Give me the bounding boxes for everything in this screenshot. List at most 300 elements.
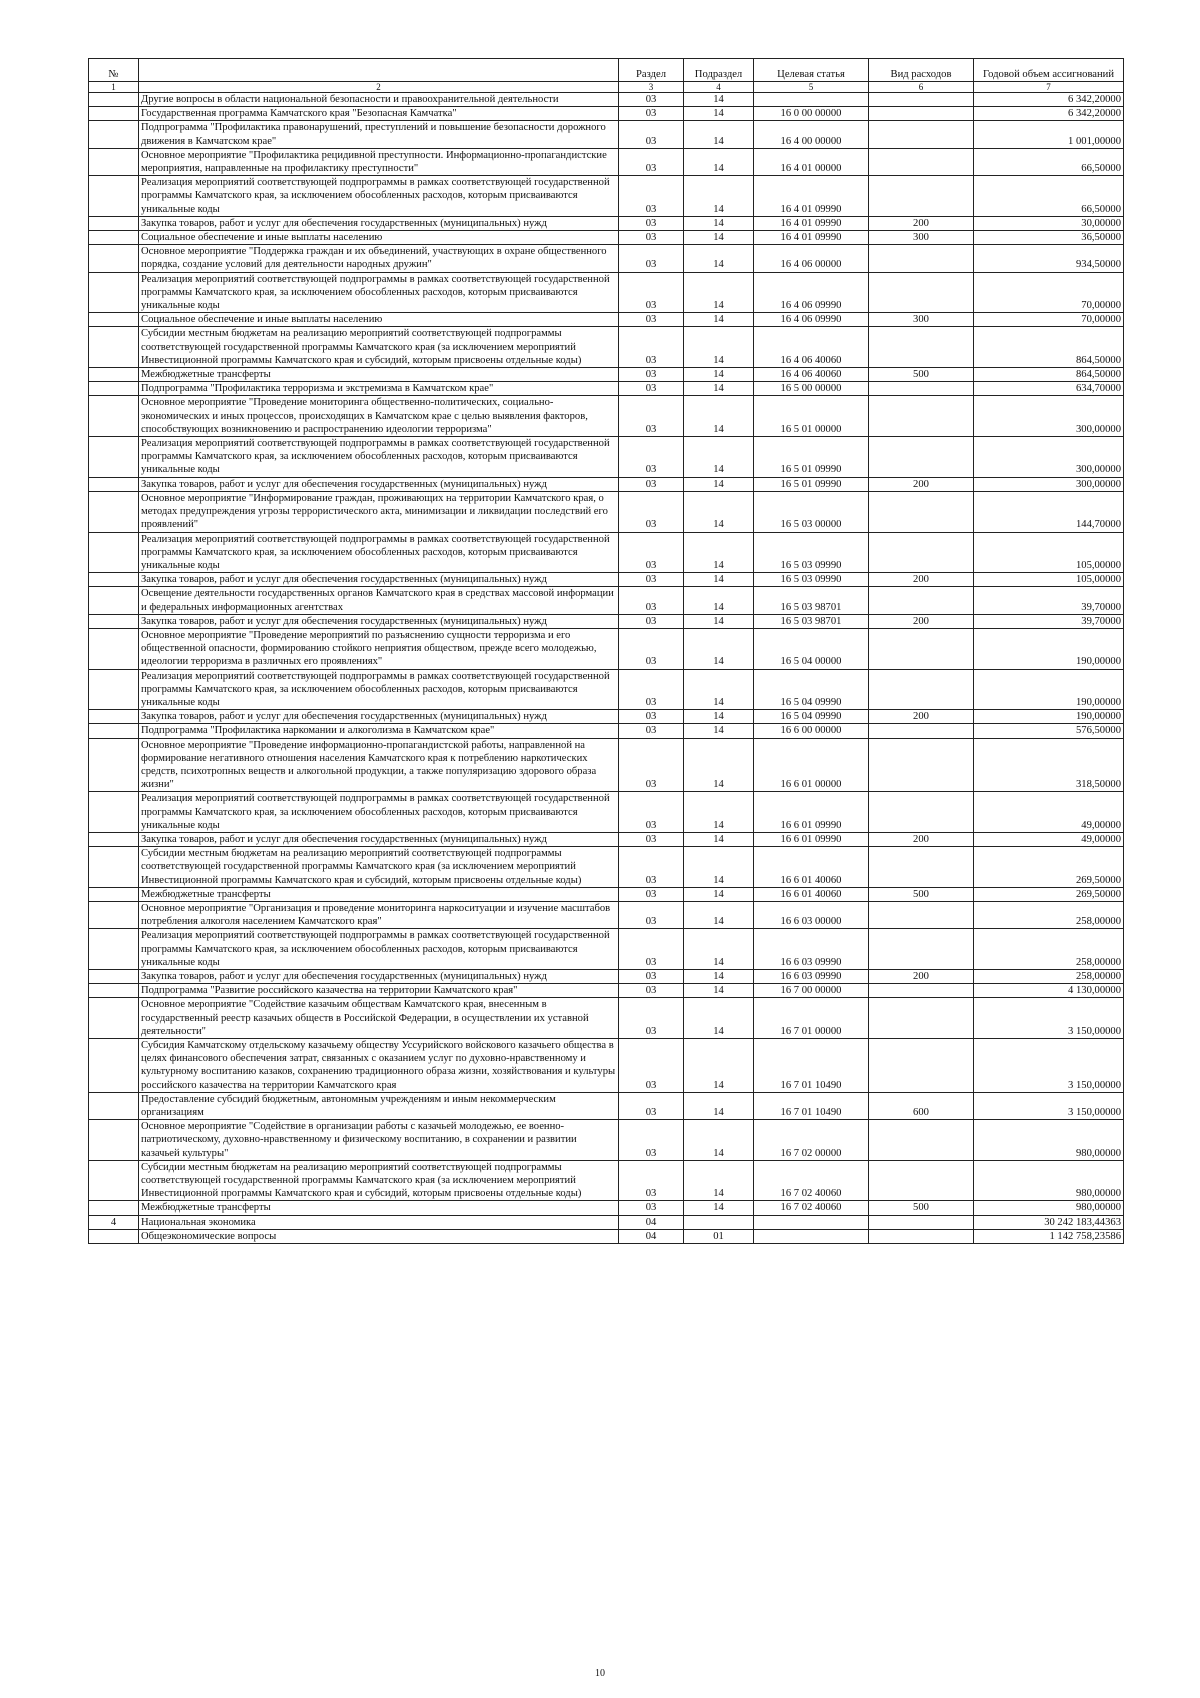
row-number: [89, 573, 139, 587]
table-row: [89, 792, 1124, 833]
row-podrazdel: 14: [684, 313, 754, 327]
row-vid: [869, 382, 974, 396]
row-podrazdel: 14: [684, 231, 754, 245]
row-name: Межбюджетные трансферты: [139, 1201, 619, 1215]
row-sum: 269,50000: [974, 887, 1124, 901]
row-podrazdel: 14: [684, 272, 754, 313]
row-name: Реализация мероприятий соответствующей подпрограммы в рамках соответствующей государственной программы Камчатского края, за исключением обособленных расходов, которым присваиваются уникальные коды: [139, 669, 619, 710]
row-sum: 30,00000: [974, 216, 1124, 230]
row-number: [89, 93, 139, 107]
row-podrazdel: 14: [684, 970, 754, 984]
row-name: Общеэкономические вопросы: [139, 1229, 619, 1243]
row-razdel: 03: [619, 792, 684, 833]
table-row: [89, 491, 1124, 532]
row-celevaya: 16 7 02 40060: [754, 1160, 869, 1201]
row-sum: 39,70000: [974, 587, 1124, 614]
row-sum: 980,00000: [974, 1201, 1124, 1215]
table-row: [89, 1039, 1124, 1093]
budget-table: [88, 58, 1124, 1244]
row-name: Социальное обеспечение и иные выплаты населению: [139, 231, 619, 245]
row-sum: 190,00000: [974, 628, 1124, 669]
row-razdel: 03: [619, 231, 684, 245]
row-podrazdel: 14: [684, 107, 754, 121]
row-vid: 500: [869, 1201, 974, 1215]
row-sum: 70,00000: [974, 272, 1124, 313]
row-razdel: 03: [619, 901, 684, 928]
row-vid: 600: [869, 1092, 974, 1119]
row-celevaya: 16 4 01 00000: [754, 148, 869, 175]
row-sum: 1 001,00000: [974, 121, 1124, 148]
row-name: Государственная программа Камчатского края "Безопасная Камчатка": [139, 107, 619, 121]
row-celevaya: 16 7 02 40060: [754, 1201, 869, 1215]
row-razdel: 03: [619, 176, 684, 217]
row-number: [89, 245, 139, 272]
row-celevaya: 16 5 01 09990: [754, 437, 869, 478]
row-name: Основное мероприятие "Поддержка граждан и их объединений, участвующих в охране общественного порядка, создание условий для деятельности народных дружин": [139, 245, 619, 272]
row-name: Основное мероприятие "Проведение мониторинга общественно-политических, социально-экономических и иных процессов, происходящих в Камчатском крае с целью выявления факторов, способствующих возникновению и распространению идеологии терроризма": [139, 396, 619, 437]
row-razdel: 03: [619, 107, 684, 121]
column-index: 4: [684, 82, 754, 93]
row-podrazdel: 14: [684, 832, 754, 846]
row-name: Подпрограмма "Профилактика наркомании и алкоголизма в Камчатском крае": [139, 724, 619, 738]
row-podrazdel: 14: [684, 929, 754, 970]
row-sum: 70,00000: [974, 313, 1124, 327]
table-row: [89, 724, 1124, 738]
row-razdel: 04: [619, 1229, 684, 1243]
row-razdel: 03: [619, 477, 684, 491]
row-vid: 200: [869, 710, 974, 724]
table-row: [89, 327, 1124, 368]
row-razdel: 03: [619, 738, 684, 792]
row-razdel: 03: [619, 984, 684, 998]
row-celevaya: 16 4 00 00000: [754, 121, 869, 148]
row-name: Основное мероприятие "Организация и проведение мониторинга наркоситуации и изучение масштабов потребления алкоголя населением Камчатского края": [139, 901, 619, 928]
row-number: [89, 437, 139, 478]
row-celevaya: 16 5 03 09990: [754, 532, 869, 573]
row-name: Субсидии местным бюджетам на реализацию мероприятий соответствующей подпрограммы соответствующей государственной программы Камчатского края (за исключением мероприятий Инвестиционной программы Камчатского края и субсидий, которым присвоены отдельные коды): [139, 1160, 619, 1201]
row-podrazdel: 01: [684, 1229, 754, 1243]
row-number: [89, 1039, 139, 1093]
table-row: [89, 669, 1124, 710]
table-row: [89, 832, 1124, 846]
row-name: Субсидии местным бюджетам на реализацию мероприятий соответствующей подпрограммы соответствующей государственной программы Камчатского края (за исключением мероприятий Инвестиционной программы Камчатского края и субсидий, которым присвоены отдельные коды): [139, 847, 619, 888]
row-sum: 634,70000: [974, 382, 1124, 396]
row-vid: [869, 738, 974, 792]
row-name: Подпрограмма "Профилактика терроризма и экстремизма в Камчатском крае": [139, 382, 619, 396]
row-name: Реализация мероприятий соответствующей подпрограммы в рамках соответствующей государственной программы Камчатского края, за исключением обособленных расходов, которым присваиваются уникальные коды: [139, 532, 619, 573]
row-number: [89, 176, 139, 217]
row-razdel: 03: [619, 1120, 684, 1161]
row-razdel: 03: [619, 396, 684, 437]
row-razdel: 03: [619, 614, 684, 628]
row-number: [89, 929, 139, 970]
row-razdel: 03: [619, 1039, 684, 1093]
row-vid: [869, 1160, 974, 1201]
row-number: [89, 710, 139, 724]
row-razdel: 03: [619, 887, 684, 901]
row-vid: [869, 847, 974, 888]
row-vid: [869, 1229, 974, 1243]
table-row: [89, 148, 1124, 175]
row-name: Закупка товаров, работ и услуг для обеспечения государственных (муниципальных) нужд: [139, 216, 619, 230]
row-celevaya: 16 7 01 00000: [754, 998, 869, 1039]
row-number: 4: [89, 1215, 139, 1229]
row-razdel: 03: [619, 437, 684, 478]
row-vid: 200: [869, 573, 974, 587]
row-celevaya: 16 7 01 10490: [754, 1092, 869, 1119]
row-razdel: 03: [619, 832, 684, 846]
table-row: [89, 216, 1124, 230]
row-sum: 30 242 183,44363: [974, 1215, 1124, 1229]
row-razdel: 03: [619, 121, 684, 148]
row-sum: 190,00000: [974, 710, 1124, 724]
column-index: 5: [754, 82, 869, 93]
table-row: [89, 738, 1124, 792]
row-name: Субсидия Камчатскому отдельскому казачьему обществу Уссурийского войскового казачьего общества в целях финансового обеспечения затрат, связанных с оказанием услуг по духовно-нравственному и культурному воспитанию казаков, сохранению традиционного образа жизни, хозяйствования и культуры российского казачества на территории Камчатского края: [139, 1039, 619, 1093]
row-celevaya: 16 4 06 09990: [754, 313, 869, 327]
row-number: [89, 792, 139, 833]
row-vid: [869, 437, 974, 478]
row-vid: [869, 587, 974, 614]
row-podrazdel: 14: [684, 532, 754, 573]
row-podrazdel: 14: [684, 710, 754, 724]
row-podrazdel: 14: [684, 738, 754, 792]
row-vid: [869, 1120, 974, 1161]
row-number: [89, 669, 139, 710]
row-razdel: 03: [619, 313, 684, 327]
row-number: [89, 477, 139, 491]
row-podrazdel: 14: [684, 628, 754, 669]
row-name: Закупка товаров, работ и услуг для обеспечения государственных (муниципальных) нужд: [139, 710, 619, 724]
row-razdel: 03: [619, 272, 684, 313]
row-celevaya: [754, 1229, 869, 1243]
row-podrazdel: 14: [684, 998, 754, 1039]
row-sum: 105,00000: [974, 573, 1124, 587]
row-number: [89, 970, 139, 984]
row-name: Основное мероприятие "Проведение информационно-пропагандистской работы, направленной на формирование негативного отношения населения Камчатского края к потреблению наркотических средств, психотропных веществ и алкогольной продукции, а также популяризацию здорового образа жизни": [139, 738, 619, 792]
row-podrazdel: 14: [684, 901, 754, 928]
row-celevaya: 16 6 01 00000: [754, 738, 869, 792]
table-body: [89, 93, 1124, 1244]
row-podrazdel: 14: [684, 587, 754, 614]
table-row: [89, 887, 1124, 901]
table-row: [89, 245, 1124, 272]
column-index: 2: [139, 82, 619, 93]
row-vid: 200: [869, 477, 974, 491]
row-razdel: 03: [619, 1092, 684, 1119]
row-number: [89, 628, 139, 669]
row-razdel: 03: [619, 368, 684, 382]
row-sum: 39,70000: [974, 614, 1124, 628]
row-vid: [869, 984, 974, 998]
row-podrazdel: 14: [684, 1201, 754, 1215]
header-razdel: Раздел: [619, 59, 684, 82]
row-celevaya: 16 6 03 09990: [754, 929, 869, 970]
row-sum: 300,00000: [974, 477, 1124, 491]
table-row: [89, 396, 1124, 437]
row-vid: [869, 272, 974, 313]
row-celevaya: 16 5 03 98701: [754, 587, 869, 614]
row-sum: 864,50000: [974, 368, 1124, 382]
row-celevaya: 16 0 00 00000: [754, 107, 869, 121]
row-vid: [869, 327, 974, 368]
row-vid: 300: [869, 231, 974, 245]
row-razdel: 03: [619, 970, 684, 984]
table-row: [89, 382, 1124, 396]
table-row: [89, 532, 1124, 573]
row-sum: 3 150,00000: [974, 998, 1124, 1039]
row-razdel: 03: [619, 628, 684, 669]
row-vid: 200: [869, 970, 974, 984]
row-vid: [869, 532, 974, 573]
row-razdel: 03: [619, 573, 684, 587]
table-row: [89, 176, 1124, 217]
row-podrazdel: 14: [684, 1120, 754, 1161]
row-number: [89, 396, 139, 437]
row-number: [89, 1092, 139, 1119]
row-podrazdel: [684, 1215, 754, 1229]
row-name: Закупка товаров, работ и услуг для обеспечения государственных (муниципальных) нужд: [139, 970, 619, 984]
row-podrazdel: 14: [684, 176, 754, 217]
header-num: №: [89, 59, 139, 82]
row-number: [89, 724, 139, 738]
row-razdel: 03: [619, 1201, 684, 1215]
row-vid: [869, 491, 974, 532]
row-razdel: 04: [619, 1215, 684, 1229]
table-row: [89, 1160, 1124, 1201]
row-number: [89, 998, 139, 1039]
row-name: Социальное обеспечение и иные выплаты населению: [139, 313, 619, 327]
row-vid: 200: [869, 614, 974, 628]
row-name: Освещение деятельности государственных органов Камчатского края в средствах массовой информации и федеральных информационных агентствах: [139, 587, 619, 614]
row-number: [89, 1201, 139, 1215]
row-podrazdel: 14: [684, 1160, 754, 1201]
row-sum: 105,00000: [974, 532, 1124, 573]
row-sum: 576,50000: [974, 724, 1124, 738]
column-index-row: [89, 82, 1124, 93]
row-razdel: 03: [619, 93, 684, 107]
row-name: Реализация мероприятий соответствующей подпрограммы в рамках соответствующей государственной программы Камчатского края, за исключением обособленных расходов, которым присваиваются уникальные коды: [139, 929, 619, 970]
row-celevaya: 16 6 03 00000: [754, 901, 869, 928]
row-razdel: 03: [619, 587, 684, 614]
row-sum: 269,50000: [974, 847, 1124, 888]
row-sum: 144,70000: [974, 491, 1124, 532]
row-vid: 300: [869, 313, 974, 327]
row-number: [89, 313, 139, 327]
row-razdel: 03: [619, 998, 684, 1039]
row-number: [89, 901, 139, 928]
row-sum: 318,50000: [974, 738, 1124, 792]
row-sum: 190,00000: [974, 669, 1124, 710]
row-number: [89, 216, 139, 230]
table-row: [89, 121, 1124, 148]
table-row: [89, 368, 1124, 382]
row-podrazdel: 14: [684, 984, 754, 998]
table-row: [89, 231, 1124, 245]
row-razdel: 03: [619, 929, 684, 970]
row-podrazdel: 14: [684, 121, 754, 148]
table-row: [89, 1092, 1124, 1119]
table-row: [89, 93, 1124, 107]
row-celevaya: 16 4 06 00000: [754, 245, 869, 272]
table-row: [89, 573, 1124, 587]
row-sum: 36,50000: [974, 231, 1124, 245]
table-row: [89, 107, 1124, 121]
row-sum: 3 150,00000: [974, 1039, 1124, 1093]
row-podrazdel: 14: [684, 491, 754, 532]
table-row: [89, 272, 1124, 313]
row-razdel: 03: [619, 532, 684, 573]
row-sum: 258,00000: [974, 970, 1124, 984]
column-index: 7: [974, 82, 1124, 93]
row-podrazdel: 14: [684, 1039, 754, 1093]
table-row: [89, 1201, 1124, 1215]
row-vid: 200: [869, 216, 974, 230]
row-podrazdel: 14: [684, 573, 754, 587]
row-celevaya: 16 4 06 09990: [754, 272, 869, 313]
table-row: [89, 901, 1124, 928]
row-name: Основное мероприятие "Проведение мероприятий по разъяснению сущности терроризма и его общественной опасности, формированию стойкого неприятия обществом, прежде всего молодежью, идеологии терроризма в различных его проявлениях": [139, 628, 619, 669]
row-vid: [869, 148, 974, 175]
row-vid: [869, 121, 974, 148]
row-podrazdel: 14: [684, 396, 754, 437]
row-celevaya: 16 5 03 00000: [754, 491, 869, 532]
row-celevaya: 16 6 00 00000: [754, 724, 869, 738]
row-celevaya: 16 4 01 09990: [754, 231, 869, 245]
row-razdel: 03: [619, 382, 684, 396]
row-razdel: 03: [619, 491, 684, 532]
row-vid: [869, 396, 974, 437]
row-razdel: 03: [619, 148, 684, 175]
row-sum: 980,00000: [974, 1160, 1124, 1201]
row-celevaya: 16 4 01 09990: [754, 176, 869, 217]
row-number: [89, 984, 139, 998]
row-name: Основное мероприятие "Содействие в организации работы с казачьей молодежью, ее военно-патриотическому, духовно-нравственному и физическому воспитанию, в сохранении и развитии казачьей культуры": [139, 1120, 619, 1161]
row-podrazdel: 14: [684, 368, 754, 382]
row-name: Основное мероприятие "Содействие казачьим обществам Камчатского края, внесенным в государственный реестр казачьих обществ в Российской Федерации, в осуществлении их уставной деятельности": [139, 998, 619, 1039]
row-celevaya: 16 5 03 98701: [754, 614, 869, 628]
row-name: Реализация мероприятий соответствующей подпрограммы в рамках соответствующей государственной программы Камчатского края, за исключением обособленных расходов, которым присваиваются уникальные коды: [139, 176, 619, 217]
row-sum: 1 142 758,23586: [974, 1229, 1124, 1243]
row-podrazdel: 14: [684, 93, 754, 107]
header-podrazdel: Подраздел: [684, 59, 754, 82]
row-celevaya: 16 5 03 09990: [754, 573, 869, 587]
row-name: Реализация мероприятий соответствующей подпрограммы в рамках соответствующей государственной программы Камчатского края, за исключением обособленных расходов, которым присваиваются уникальные коды: [139, 792, 619, 833]
row-podrazdel: 14: [684, 1092, 754, 1119]
column-index: 6: [869, 82, 974, 93]
budget-sheet: [88, 58, 1123, 1244]
row-podrazdel: 14: [684, 669, 754, 710]
row-celevaya: 16 7 02 00000: [754, 1120, 869, 1161]
row-vid: [869, 107, 974, 121]
row-celevaya: [754, 1215, 869, 1229]
row-name: Подпрограмма "Профилактика правонарушений, преступлений и повышение безопасности дорожного движения в Камчатском крае": [139, 121, 619, 148]
row-sum: 258,00000: [974, 929, 1124, 970]
row-celevaya: 16 4 01 09990: [754, 216, 869, 230]
row-name: Закупка товаров, работ и услуг для обеспечения государственных (муниципальных) нужд: [139, 477, 619, 491]
row-number: [89, 738, 139, 792]
row-name: Предоставление субсидий бюджетным, автономным учреждениям и иным некоммерческим организациям: [139, 1092, 619, 1119]
row-number: [89, 382, 139, 396]
row-sum: 4 130,00000: [974, 984, 1124, 998]
row-vid: [869, 245, 974, 272]
row-podrazdel: 14: [684, 614, 754, 628]
row-celevaya: 16 5 00 00000: [754, 382, 869, 396]
row-number: [89, 491, 139, 532]
row-celevaya: 16 7 01 10490: [754, 1039, 869, 1093]
row-podrazdel: 14: [684, 216, 754, 230]
row-name: Закупка товаров, работ и услуг для обеспечения государственных (муниципальных) нужд: [139, 614, 619, 628]
row-razdel: 03: [619, 245, 684, 272]
row-sum: 66,50000: [974, 148, 1124, 175]
row-sum: 258,00000: [974, 901, 1124, 928]
header-celevaya: Целевая статья: [754, 59, 869, 82]
row-number: [89, 148, 139, 175]
table-row: [89, 1215, 1124, 1229]
row-sum: 49,00000: [974, 832, 1124, 846]
table-row: [89, 477, 1124, 491]
header-name: [139, 59, 619, 82]
row-number: [89, 1229, 139, 1243]
row-podrazdel: 14: [684, 887, 754, 901]
row-number: [89, 587, 139, 614]
row-sum: 300,00000: [974, 437, 1124, 478]
row-name: Основное мероприятие "Информирование граждан, проживающих на территории Камчатского края, о методах предупреждения угрозы террористического акта, минимизации и ликвидации последствий его проявлений": [139, 491, 619, 532]
row-number: [89, 1160, 139, 1201]
row-sum: 864,50000: [974, 327, 1124, 368]
row-sum: 980,00000: [974, 1120, 1124, 1161]
row-razdel: 03: [619, 847, 684, 888]
row-sum: 300,00000: [974, 396, 1124, 437]
row-celevaya: 16 6 03 09990: [754, 970, 869, 984]
row-number: [89, 368, 139, 382]
row-razdel: 03: [619, 216, 684, 230]
row-number: [89, 887, 139, 901]
row-number: [89, 327, 139, 368]
row-name: Закупка товаров, работ и услуг для обеспечения государственных (муниципальных) нужд: [139, 832, 619, 846]
row-name: Подпрограмма "Развитие российского казачества на территории Камчатского края": [139, 984, 619, 998]
row-podrazdel: 14: [684, 382, 754, 396]
row-podrazdel: 14: [684, 437, 754, 478]
row-name: Реализация мероприятий соответствующей подпрограммы в рамках соответствующей государственной программы Камчатского края, за исключением обособленных расходов, которым присваиваются уникальные коды: [139, 437, 619, 478]
row-celevaya: 16 7 00 00000: [754, 984, 869, 998]
row-razdel: 03: [619, 710, 684, 724]
row-vid: [869, 901, 974, 928]
row-vid: [869, 724, 974, 738]
row-celevaya: 16 5 01 09990: [754, 477, 869, 491]
row-name: Закупка товаров, работ и услуг для обеспечения государственных (муниципальных) нужд: [139, 573, 619, 587]
table-row: [89, 313, 1124, 327]
row-sum: 49,00000: [974, 792, 1124, 833]
table-row: [89, 710, 1124, 724]
table-row: [89, 1120, 1124, 1161]
row-podrazdel: 14: [684, 477, 754, 491]
table-row: [89, 587, 1124, 614]
row-celevaya: 16 6 01 09990: [754, 832, 869, 846]
row-name: Основное мероприятие "Профилактика рецидивной преступности. Информационно-пропагандистские мероприятия, направленные на профилактику преступности": [139, 148, 619, 175]
row-podrazdel: 14: [684, 792, 754, 833]
row-vid: [869, 93, 974, 107]
table-row: [89, 929, 1124, 970]
table-row: [89, 847, 1124, 888]
header-row: [89, 59, 1124, 82]
table-row: [89, 1229, 1124, 1243]
row-celevaya: 16 5 04 09990: [754, 710, 869, 724]
row-celevaya: 16 6 01 09990: [754, 792, 869, 833]
row-podrazdel: 14: [684, 327, 754, 368]
row-sum: 6 342,20000: [974, 93, 1124, 107]
row-celevaya: 16 6 01 40060: [754, 887, 869, 901]
